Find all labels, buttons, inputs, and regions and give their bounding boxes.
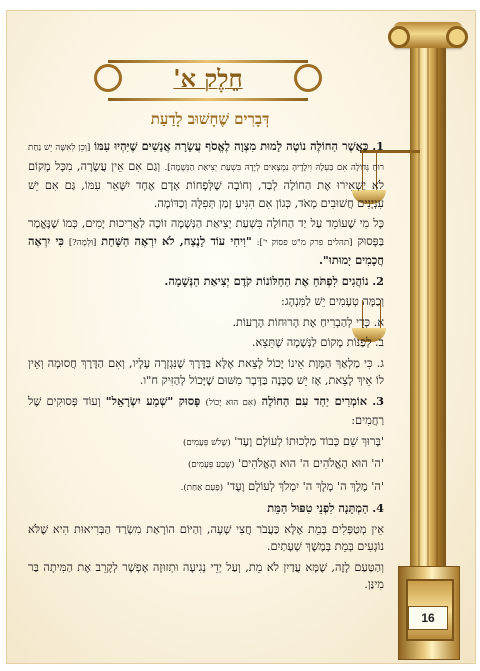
verse-count: (פַּעַם אַחַת). xyxy=(180,482,224,493)
verse-count: (שָׁלֹשׁ פְּעָמִים) xyxy=(182,437,231,448)
paragraph-4-text: אֵין מְטַפְּלִים בְּמֵת אֶלָּא כַּעֲבֹר חֲצִי שָׁעָה, וְהַיּוֹם הוֹרָאַת מִשְׂרַד הַבְּרִיאוּת הִיא שֶׁלֹּא נוֹגְעִים בְּמֵת בְּמֶשֶׁךְ שְׁעָתַיִם. xyxy=(28,522,384,553)
paragraph-4 xyxy=(28,500,384,518)
document-body xyxy=(28,138,384,597)
verse-reference: [תהלים פרק מ"ט פסוק י']: xyxy=(256,237,353,248)
verse-line xyxy=(28,455,384,475)
column-capital xyxy=(394,22,462,48)
para-lead-2: פָּסוּק "שְׁמַע יִשְׂרָאֵל" xyxy=(105,393,201,408)
verse-text: 'ה' מֶלֶךְ ה' מָלָךְ ה' יִמְלֹךְ לְעוֹלָם וָעֶד' xyxy=(226,479,384,493)
para-note: (אִם הוּא יָכוֹל) xyxy=(205,397,257,408)
para-text: כָּל מִי שֶׁעוֹמֵד עַל יַד הַחוֹלֶה בִּשְׁעַת יְצִיאַת הַנְּשָׁמָה זוֹכֶה לַאֲרִיכוּת יָמִים, כְּמוֹ שֶׁנֶּאֱמַר בַּפָּסוּק xyxy=(28,217,385,248)
para-lead: נוֹהֲגִים לִפְתֹּחַ אֶת הַחַלּוֹנוֹת קֹדֶם יְצִיאַת הַנְּשָׁמָה. xyxy=(164,273,369,288)
page-number: 16 xyxy=(408,606,448,630)
column-shaft xyxy=(410,48,446,568)
paragraph-1 xyxy=(28,138,384,212)
para-text: וְעוֹד פְּסוּקִים שֶׁל רַחֲמִים: xyxy=(28,394,384,427)
verse-quote: "וִיחִי עוֹד לָנֶצַח, לֹא יִרְאֶה הַשָּׁחַת xyxy=(101,233,252,248)
part-title: חֵלֶק א' xyxy=(173,64,243,93)
decorative-column xyxy=(400,22,456,658)
para-number: 4. xyxy=(372,501,384,515)
reasons-intro: וְכַמָּה טְעָמִים יֵשׁ לַמִּנְהָג: xyxy=(281,295,384,308)
para-number: 1. xyxy=(372,139,385,153)
paragraph-4-text-2: וְהַטַּעַם לָזֶה, שֶׁמָּא עֲדַיִן לֹא מֵת, וְעַל יְדֵי נְגִיעָה וּתְזוּזָה אֶפְשָׁר לְקָרֵב אֶת הַמִּיתָה בַּר מִינַּן. xyxy=(28,560,384,591)
section-subtitle: דְּבָרִים שֶׁחָשׁוּב לָדַעַת xyxy=(150,110,270,128)
para-text: וְגַם אִם אֵין עֲשָׂרָה, מִכָּל מָקוֹם לֹא יַשְׁאִירוּ אֶת הַחוֹלֶה לְבַד, וְחוֹבָה שֶׁלְּפָחוֹת אָדָם אֶחָד יִשָּׁאֵר עִמּוֹ, גַּם אִם יֵשׁ עִנְיָנִים חֲשׁוּבִים מְאֹד, כְּגוֹן אִם הִגִּיעַ זְמַן תְּפִלָּה וְכַדּוֹמֶה. xyxy=(28,159,384,210)
title-banner xyxy=(108,58,308,104)
verse-text: 'ה' הוּא הָאֱלֹהִים ה' הוּא הָאֱלֹהִים' xyxy=(238,457,384,470)
reason-b: ב. לְפַנּוֹת מָקוֹם לַנְּשָׁמָה שֶׁתֵּצֵא. xyxy=(251,336,384,349)
para-number: 3. xyxy=(372,393,384,408)
verse-quote-2: כִּי יִרְאֶה חֲכָמִים יָמוּתוּ". xyxy=(28,233,384,267)
reason-c: ג. כִּי מַלְאַךְ הַמָּוֶת אֵינוֹ יָכוֹל לָצֵאת אֶלָּא בַּדֶּרֶךְ שֶׁנִּגְזְרָה עָלָיו, וְאִם הַדֶּרֶךְ חֲסוּמָה וְאֵין לוֹ אֵיךְ לָצֵאת, אָז יֵשׁ סַכָּנָה בַּדָּבָר מִשּׁוּם שֶׁיָּכוֹל לְהַזִּיק ח"ו. xyxy=(28,356,384,387)
para-lead: הַמְתָּנָה לִפְנֵי טִפּוּל הַמֵּת xyxy=(267,501,369,515)
verse-reference-2: [וּלְמָה?] xyxy=(68,237,97,248)
verse-count: (שֶׁבַע פְּעָמִים) xyxy=(187,460,235,470)
paragraph-1b xyxy=(28,215,384,270)
verse-line xyxy=(28,433,384,453)
para-lead: אוֹמְרִים יַחַד עִם הַחוֹלֶה xyxy=(261,393,367,408)
verse-text: 'בָּרוּךְ שֵׁם כְּבוֹד מַלְכוּתוֹ לְעוֹלָם וָעֶד' xyxy=(234,434,384,448)
para-lead: כַּאֲשֶׁר הַחוֹלֶה נוֹטֶה לָמוּת מִצְוָה לֶאֱסֹף עֲשָׂרָה אֲנָשִׁים שֶׁיִּהְיוּ עִמּוֹ xyxy=(94,139,369,153)
para-number: 2. xyxy=(372,273,384,288)
para-note: [וְכֵן לְאִשָּׁה יֵשׁ נַחַת רוּחַ גְּדוֹלָה אִם בַּעְלָהּ וִילָדֶיהָ נִמְצָאִים לְיָדָהּ בִּשְׁעַת יְצִיאַת הַנְּשָׁמָה]. xyxy=(28,143,384,173)
reason-a: א. כְּדֵי לְהַבְרִיחַ אֶת הָרוּחוֹת הָרָעוֹת. xyxy=(232,315,384,329)
verse-line xyxy=(28,478,384,498)
paragraph-3 xyxy=(28,393,384,430)
paragraph-2 xyxy=(28,273,384,291)
